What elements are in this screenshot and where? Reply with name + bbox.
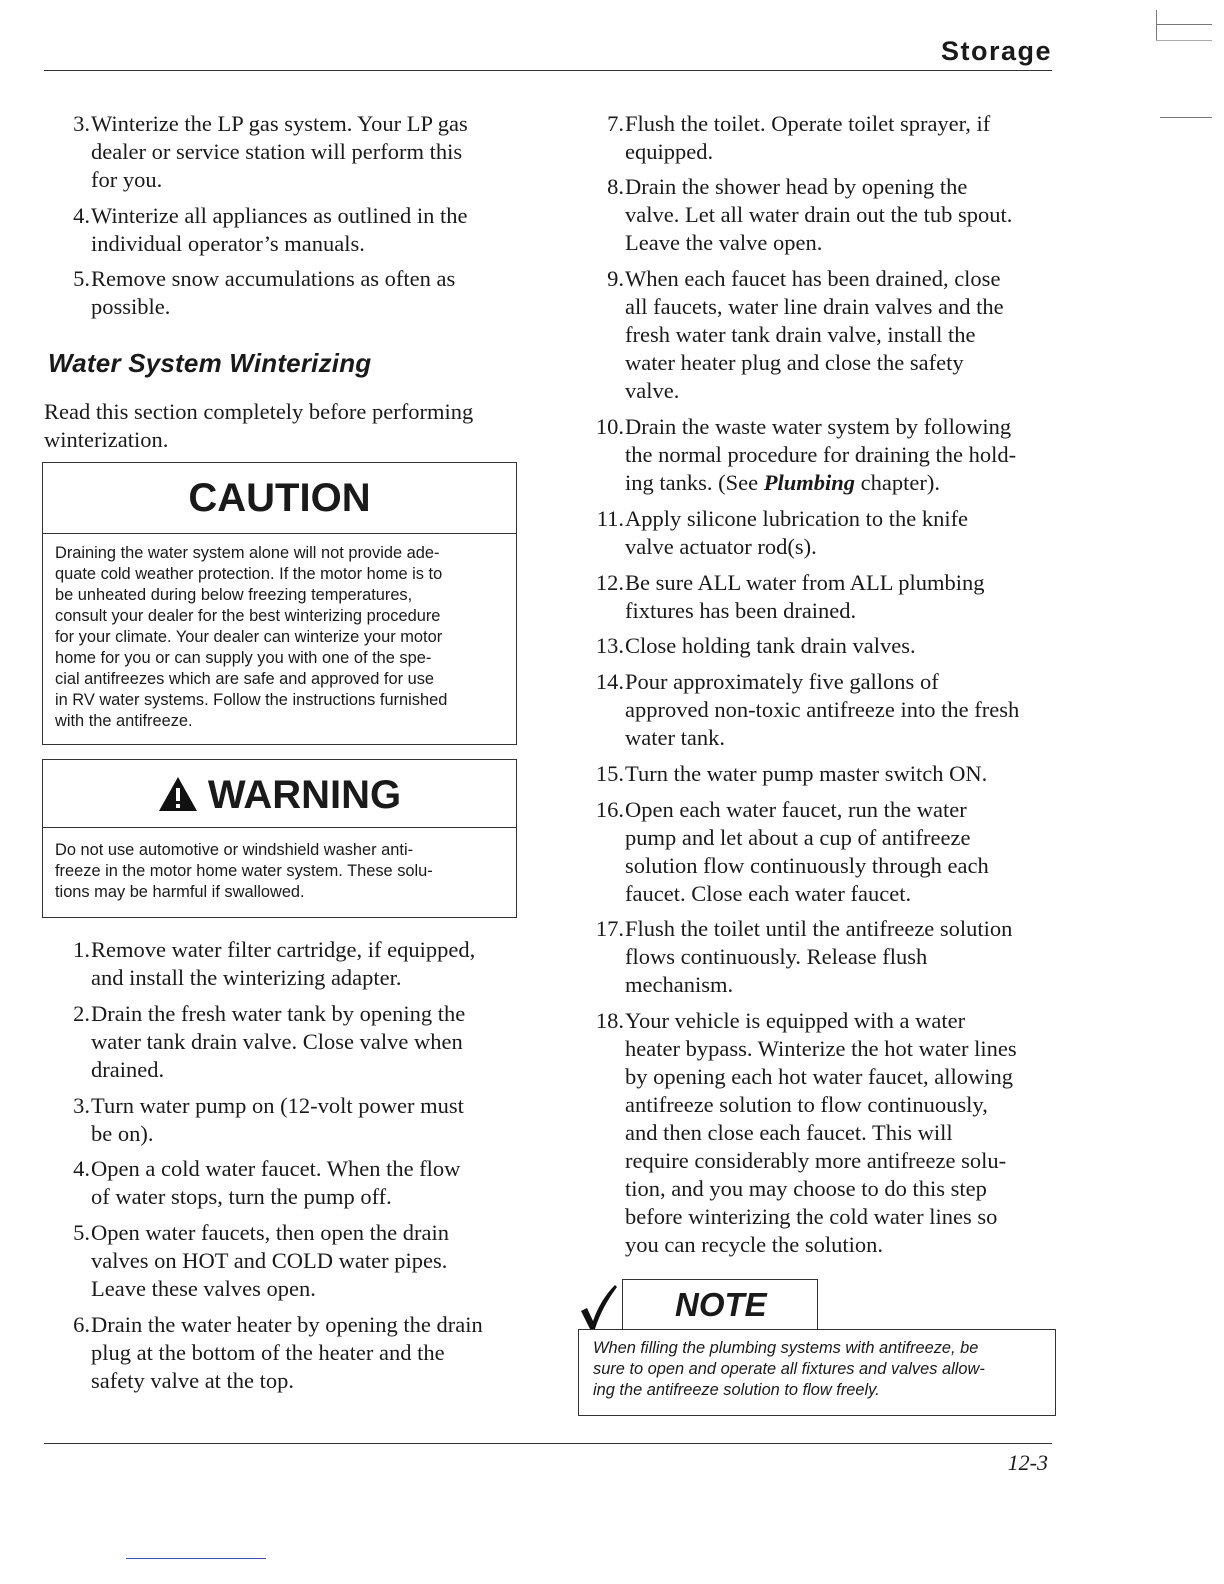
corner-crop-mark [1156,10,1216,40]
bottom-rule [126,1558,266,1559]
footer-rule [44,1443,1052,1444]
warning-text: Do not use automotive or windshield washer anti- freeze in the motor home water system. These solu- tions may be harmful if swallowed. [55,841,433,901]
caution-title: CAUTION [43,463,516,534]
section-subheading: Water System Winterizing [48,348,372,378]
checkmark-icon [578,1283,618,1331]
section-title: Storage [940,36,1052,66]
caution-box [42,462,517,745]
intro-paragraph: Read this section completely before performing winterization. [44,399,474,452]
warning-box [42,759,517,918]
note-title: NOTE [622,1279,818,1329]
page-number: 12-3 [1007,1450,1048,1475]
chapter-reference: Plumbing [763,470,856,495]
warning-header [43,760,516,828]
caution-text: Draining the water system alone will not provide ade- quate cold weather protection. If the motor home is to be unheated during below freezing temperatures, consult your dealer for the best winterizing procedure for your climate. Your dealer can winterize your motor home for you or can supply you with one of the spe- cial antifreezes which are safe and approved for use in RV water systems. Follow the instructions furnished with the antifreeze. [55,544,448,730]
warning-title: WARNING [207,773,402,817]
note-text: When filling the plumbing systems with antifreeze, be sure to open and operate all fixtures and valves allow- ing the antifreeze solution to flow freely. [593,1339,985,1399]
left-column: 3. Winterize the LP gas system. Your LP gas dealer or service station will perform this for you. 4. Winterize all appliances as outlined in the individual operator’s manuals. 5. Remove snow accumulations as often as possible. Water System Winterizing Read this section completely before performing winterization. CAUTION Draining the water system alone will not provide ade- quate cold weather protection. If the motor home is to be unheated during below freezing temperatures, consult your dealer for the best winterizing procedure for your climate. Your dealer can winterize your motor home for you or can supply you with one of the spe- cial antifreezes which are safe and approved for use in RV water systems. Follow the instructions furnished with the antifreeze. WARNING Do not use automotive or windshield washer anti- freeze in the motor home water system. These solu- tions may be harmful if swallowed. 1. Remove water filter cartridge, if equipped, and install the winterizing adapter. 2. Drain the fresh water tank by opening the water tank drain valve. Close valve when drained. 3. Turn water pump on (12-volt power must be on). 4. Open a cold water faucet. When the flow of water stops, turn the pump off. 5. Open water faucets, then open the drain valves on HOT and COLD water pipes. Leave these valves open. 6. Drain the water heater by opening the drain plug at the bottom of the heater and the safety valve at the top. [44,0,524,1584]
note-box [578,1329,1056,1416]
margin-tick [1160,117,1212,118]
right-column: 7. Flush the toilet. Operate toilet sprayer, if equipped. 8. Drain the shower head by opening the valve. Let all water drain out the tub spout. Leave the valve open. 9. When each faucet has been drained, close all faucets, water line drain valves and the fresh water tank drain valve, install the water heater plug and close the safety valve. 10. Drain the waste water system by following the normal procedure for draining the hold- ing tanks. (See Plumbing chapter). 11. Apply silicone lubrication to the knife valve actuator rod(s). 12. Be sure ALL water from ALL plumbing fixtures has been drained. 13. Close holding tank drain valves. 14. Pour approximately five gallons of approved non-toxic antifreeze into the fresh water tank. 15. Turn the water pump master switch ON. 16. Open each water faucet, run the water pump and let about a cup of antifreeze solution flow continuously through each faucet. Close each water faucet. 17. Flush the toilet until the antifreeze solution flows continuously. Release flush mechanism. 18. Your vehicle is equipped with a water heater bypass. Winterize the hot water lines by opening each hot water faucet, allowing antifreeze solution to flow continuously, and then close each faucet. This will require considerably more antifreeze solu- tion, and you may choose to do this step before winterizing the cold water lines so you can recycle the solution. NOTE When filling the plumbing systems with antifreeze, be sure to open and operate all fixtures and valves allow- ing the antifreeze solution to flow freely. [580,0,1060,1584]
warning-triangle-icon [158,776,198,812]
